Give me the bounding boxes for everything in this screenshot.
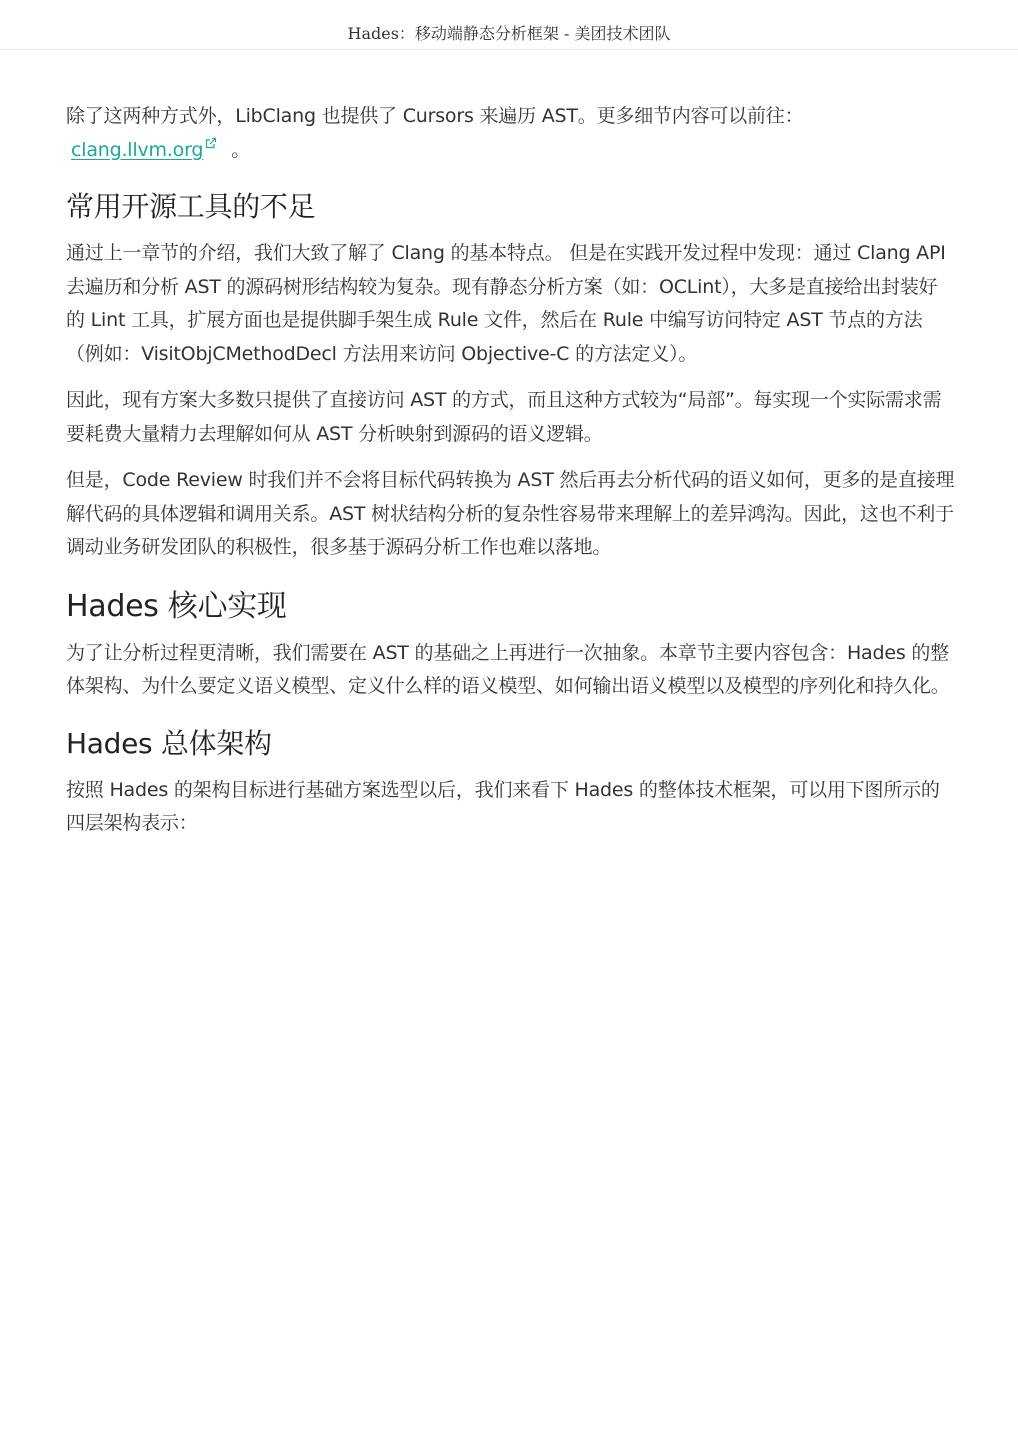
architecture-paragraph-1: 按照 Hades 的架构目标进行基础方案选型以后，我们来看下 Hades 的整体技术框架，可以用下图所示的四层架构表示：	[66, 778, 940, 834]
heading-core: Hades 核心实现	[66, 588, 287, 624]
core-paragraph-1: 为了让分析过程更清晰，我们需要在 AST 的基础之上再进行一次抽象。本章节主要内容包含：Hades 的整体架构、为什么要定义语义模型、定义什么样的语义模型、如何输出语义模型以及模型的序列化和持久化。	[66, 641, 950, 697]
clang-llvm-link[interactable]	[71, 139, 217, 161]
intro-paragraph	[66, 100, 956, 167]
page-header-title: Hades：移动端静态分析框架 - 美团技术团队	[347, 24, 671, 43]
intro-text: 除了这两种方式外，LibClang 也提供了 Cursors 来遍历 AST。更多细节内容可以前往：	[66, 105, 804, 127]
shortcomings-paragraph-2: 因此，现有方案大多数只提供了直接访问 AST 的方式，而且这种方式较为“局部”。每实现一个实际需求需要耗费大量精力去理解如何从 AST 分析映射到源码的语义逻辑。	[66, 389, 942, 445]
page-header	[0, 0, 1018, 50]
heading-architecture: Hades 总体架构	[66, 726, 272, 760]
heading-shortcomings: 常用开源工具的不足	[66, 190, 316, 223]
clang-llvm-link-text[interactable]: clang.llvm.org	[71, 138, 204, 161]
external-link-icon[interactable]	[205, 137, 217, 149]
article-content	[66, 100, 956, 841]
intro-text-end: 。	[231, 138, 251, 161]
shortcomings-paragraph-1: 通过上一章节的介绍，我们大致了解了 Clang 的基本特点。 但是在实践开发过程中发现：通过 Clang API 去遍历和分析 AST 的源码树形结构较为复杂。现有静态分析方案（如：OCLint），大多是直接给出封装好的 Lint 工具，扩展方面也是提供脚手架生成 Rule 文件，然后在 Rule 中编写访问特定 AST 节点的方法（例如：VisitObjCMethodDecl 方法用来访问 Objective-C 的方法定义）。	[66, 242, 946, 365]
shortcomings-paragraph-3: 但是，Code Review 时我们并不会将目标代码转换为 AST 然后再去分析代码的语义如何，更多的是直接理解代码的具体逻辑和调用关系。AST 树状结构分析的复杂性容易带来理解上的差异鸿沟。因此，这也不利于调动业务研发团队的积极性，很多基于源码分析工作也难以落地。	[66, 469, 955, 558]
